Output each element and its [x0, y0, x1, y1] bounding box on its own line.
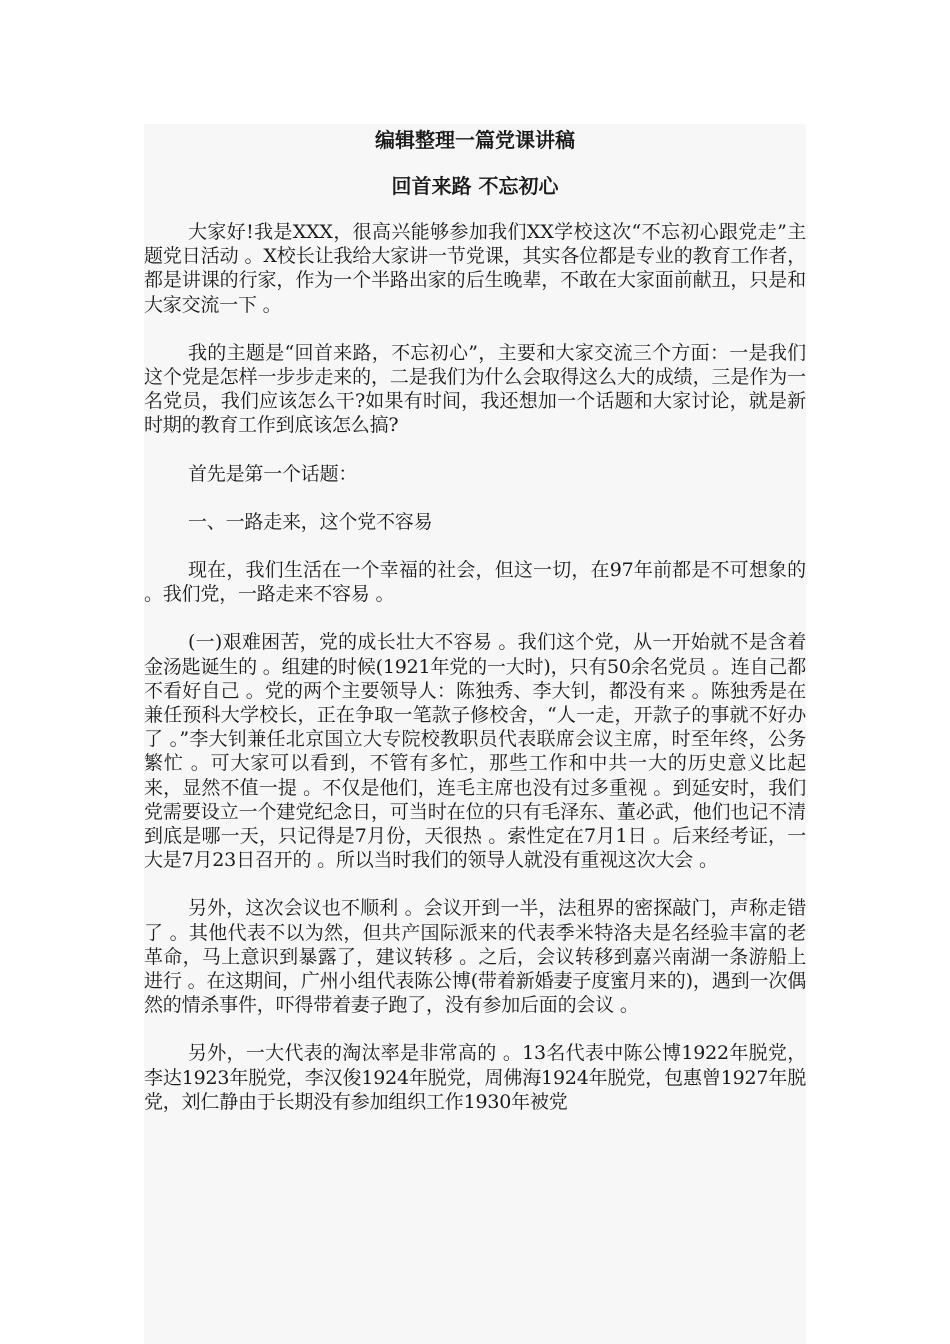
document-page: [144, 124, 806, 1344]
document-title: 编辑整理一篇党课讲稿: [375, 128, 575, 152]
paragraph-delegates: 另外，一大代表的淘汰率是非常高的 。13名代表中陈公博1922年脱党，李达1923年脱党，李汉俊1924年脱党，周佛海1924年脱党，包惠曾1927年脱党，刘仁静由于长期没有参加组织工作1930年被党: [144, 1042, 806, 1113]
paragraph-greeting: 大家好!我是XXX，很高兴能够参加我们XX学校这次“不忘初心跟党走”主题党日活动 。X校长让我给大家讲一节党课，其实各位都是专业的教育工作者，都是讲课的行家，作为一个半路出家的后生晚辈，不敢在大家面前献丑，只是和大家交流一下 。: [144, 221, 806, 316]
paragraph-meeting: 另外，这次会议也不顺利 。会议开到一半，法租界的密探敲门，声称走错了 。其他代表不以为然，但共产国际派来的代表季米特洛夫是名经验丰富的老革命，马上意识到暴露了，建议转移 。之后，会议转移到嘉兴南湖一条游船上进行 。在这期间，广州小组代表陈公博(带着新婚妻子度蜜月来的)，遇到一次偶然的情杀事件，吓得带着妻子跑了，没有参加后面的会议 。: [144, 897, 806, 1017]
section-heading-1: 一、一路走来，这个党不容易: [188, 510, 433, 533]
paragraph-intro: 现在，我们生活在一个幸福的社会，但这一切，在97年前都是不可想象的 。我们党，一路走来不容易 。: [144, 559, 806, 606]
document-subtitle: 回首来路 不忘初心: [391, 174, 559, 198]
paragraph-first-topic: 首先是第一个话题：: [188, 462, 358, 485]
paragraph-theme: 我的主题是“回首来路，不忘初心”，主要和大家交流三个方面：一是我们这个党是怎样一步步走来的，二是我们为什么会取得这么大的成绩，三是作为一名党员，我们应该怎么干?如果有时间，我还想加一个话题和大家讨论，就是新时期的教育工作到底该怎么搞?: [144, 341, 806, 437]
paragraph-hardship: (一)艰难困苦，党的成长壮大不容易 。我们这个党，从一开始就不是含着金汤匙诞生的 。组建的时候(1921年党的一大时)，只有50余名党员 。连自己都不看好自己 。党的两个主要领导人：陈独秀、李大钊，都没有来 。陈独秀是在兼任预科大学校长，正在争取一笔款子修校舍，“人一走，开款子的事就不好办了 。”李大钊兼任北京国立大专院校教职员代表联席会议主席，时至年终，公务繁忙 。可大家可以看到，不管有多忙，那些工作和中共一大的历史意义比起来，显然不值一提 。不仅是他们，连毛主席也没有过多重视 。到延安时，我们党需要设立一个建党纪念日，可当时在位的只有毛泽东、董必武，他们也记不清到底是哪一天，只记得是7月份，天很热 。索性定在7月1日 。后来经考证，一大是7月23日召开的 。所以当时我们的领导人就没有重视这次大会 。: [144, 631, 806, 872]
